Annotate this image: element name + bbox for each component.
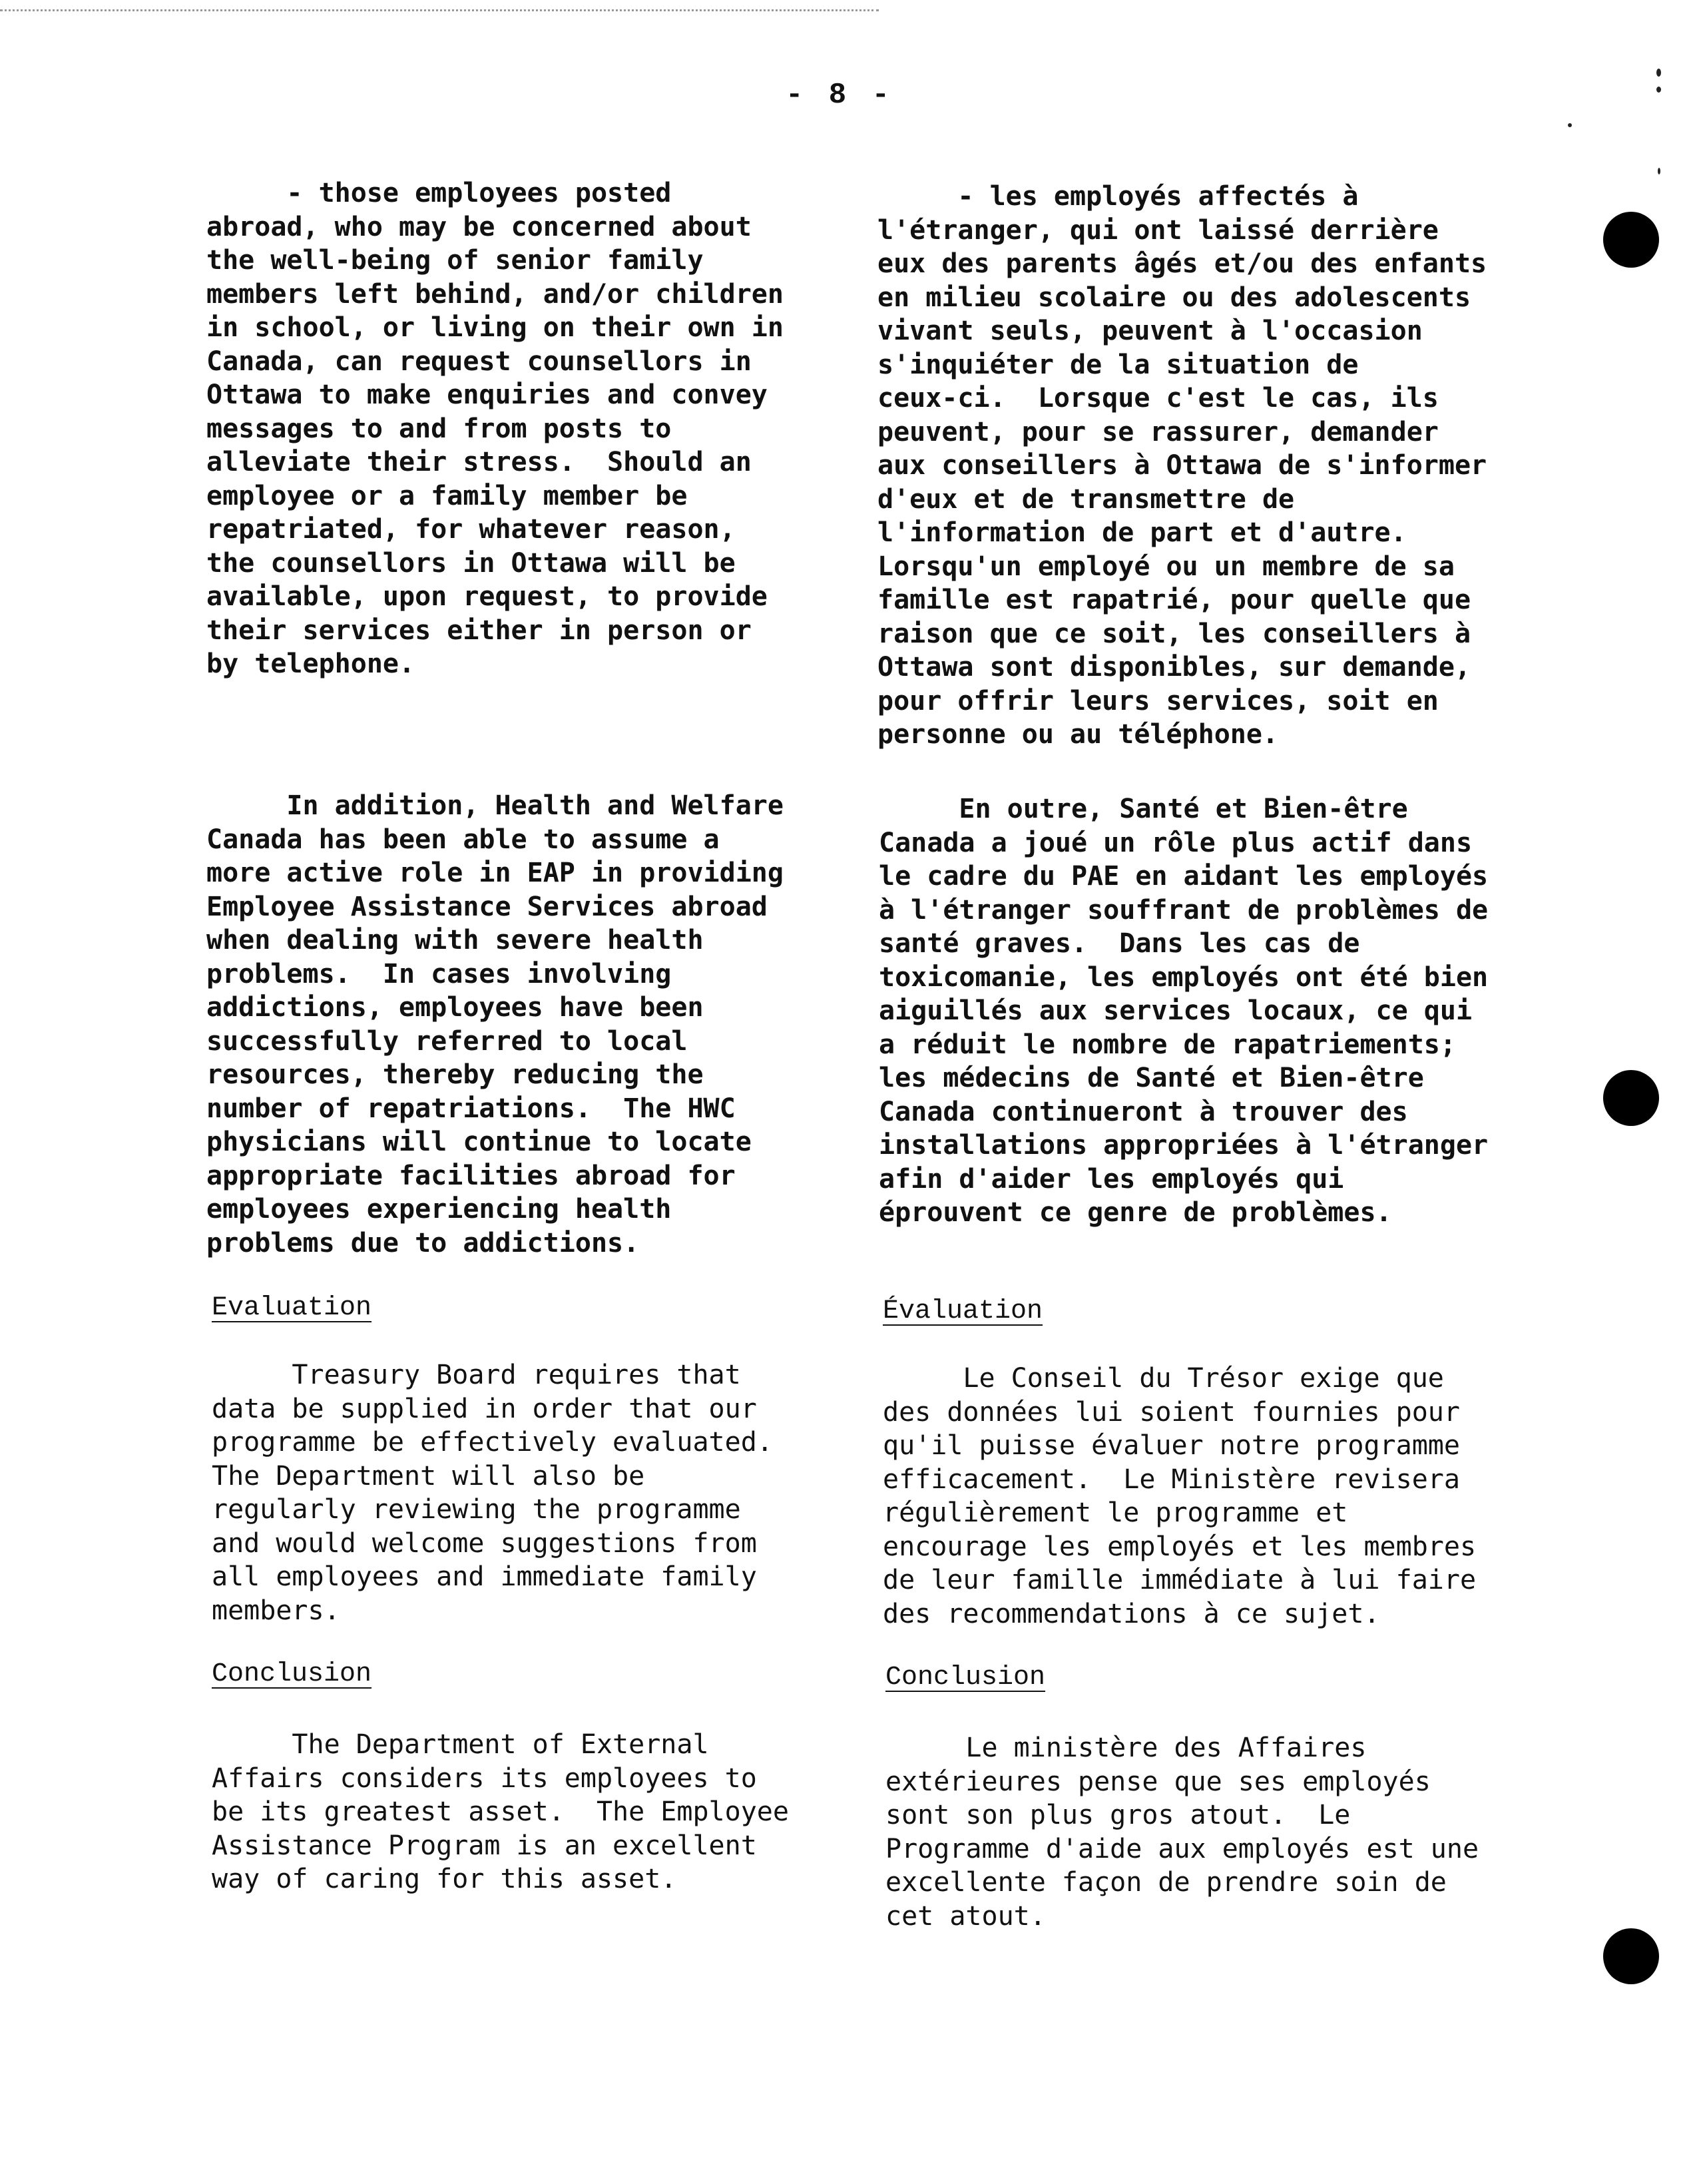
french-evaluation-heading: Évaluation: [883, 1296, 1043, 1326]
english-conclusion-text: The Department of External Affairs considers its employees to be its greatest asset. The Employee Assistance Program is an excellent way of caring for this asset.: [212, 1729, 789, 1894]
scan-speck: [1568, 123, 1572, 127]
binder-hole-bottom: [1603, 1928, 1659, 1984]
french-evaluation-text: Le Conseil du Trésor exige que des données lui soient fournies pour qu'il puisse évaluer notre programme efficacement. Le Ministère revisera régulièrement le programme et encourage les employés et les membres de leur famille immédiate à lui faire des recommendations à ce sujet.: [883, 1363, 1477, 1629]
french-paragraph-1: - les employés affectés à l'étranger, qui ont laissé derrière eux des parents âgés et/ou des enfants en milieu scolaire ou des adolescents vivant seuls, peuvent à l'occasion s'inquiéter de la situation de ceux-ci. Lorsque c'est le cas, ils peuvent, pour se rassurer, demander aux conseillers à Ottawa de s'informer d'eux et de transmettre de l'information de part et d'autre. Lorsqu'un employé ou un membre de sa famille est rapatrié, pour quelle que raison que ce soit, les conseillers à Ottawa sont disponibles, sur demande, pour offrir leurs services, soit en personne ou au téléphone.: [877, 181, 1487, 750]
english-paragraph-2: In addition, Health and Welfare Canada has been able to assume a more active role in EAP in providing Employee Assistance Services abroad when dealing with severe health problems. In cases involving addictions, employees have been successfully referred to local resources, thereby reducing the number of repatriations. The HWC physicians will continue to locate appropriate facilities abroad for employees experiencing health problems due to addictions.: [206, 790, 784, 1258]
french-paragraph-2: En outre, Santé et Bien-être Canada a joué un rôle plus actif dans le cadre du PAE en aidant les employés à l'étranger souffrant de problèmes de santé graves. Dans les cas de toxicomanie, les employés ont été bien aiguillés aux services locaux, ce qui a réduit le nombre de rapatriements; les médecins de Santé et Bien-être Canada continueront à trouver des installations appropriées à l'étranger afin d'aider les employés qui éprouvent ce genre de problèmes.: [879, 794, 1489, 1228]
english-evaluation-text: Treasury Board requires that data be supplied in order that our programme be effectively evaluated. The Department will also be regularly reviewing the programme and would welcome suggestions from all employees and immediate family members.: [212, 1360, 773, 1626]
scan-speck: [1656, 69, 1661, 77]
french-conclusion-heading: Conclusion: [885, 1663, 1046, 1693]
scan-edge-noise: [0, 9, 879, 11]
english-paragraph-1: - those employees posted abroad, who may be concerned about the well-being of senior family members left behind, and/or children in school, or living on their own in Canada, can request counsellors in Ottawa to make enquiries and convey messages to and from posts to alleviate their stress. Should an employee or a family member be repatriated, for whatever reason, the counsellors in Ottawa will be available, upon request, to provide their services either in person or by telephone.: [206, 178, 784, 679]
binder-hole-top: [1603, 212, 1659, 268]
scan-speck: [1656, 87, 1661, 93]
french-conclusion-text: Le ministère des Affaires extérieures pense que ses employés sont son plus gros atout. Le Programme d'aide aux employés est une excellente façon de prendre soin de cet atout.: [885, 1733, 1479, 1932]
page-number: - 8 -: [786, 79, 894, 112]
english-conclusion-heading: Conclusion: [212, 1659, 372, 1689]
binder-hole-middle: [1603, 1070, 1659, 1126]
english-evaluation-heading: Evaluation: [212, 1293, 372, 1323]
scan-speck: [1658, 168, 1660, 174]
